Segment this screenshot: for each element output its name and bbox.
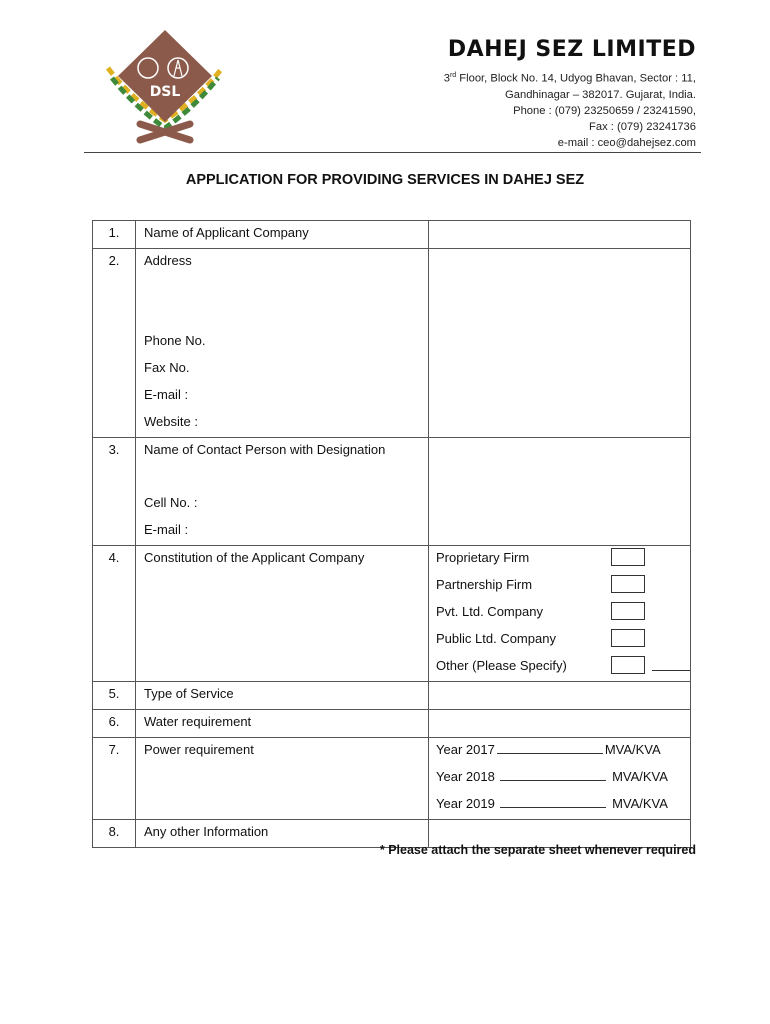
row-number: 1. — [108, 225, 120, 240]
option-proprietary-firm: Proprietary Firm — [429, 546, 690, 573]
cell-label: Cell No. : — [144, 495, 198, 510]
logo-text: DSL — [149, 84, 181, 100]
option-pvt-ltd-company: Pvt. Ltd. Company — [429, 600, 690, 627]
public-ltd-company-checkbox[interactable] — [611, 629, 645, 647]
address-line-2: Gandhinagar – 382017. Gujarat, India. — [505, 88, 696, 101]
power-year-2019: Year 2019 MVA/KVA — [436, 796, 668, 811]
company-address — [444, 68, 696, 151]
phone-line: Phone : (079) 23250659 / 23241590, — [513, 104, 696, 117]
proprietary-firm-checkbox[interactable] — [611, 548, 645, 566]
email-label: E-mail : — [144, 522, 189, 537]
table-row — [93, 438, 691, 546]
company-logo — [100, 28, 230, 146]
row-number: 8. — [108, 824, 120, 839]
table-row — [93, 546, 691, 682]
fax-label: Fax No. — [144, 360, 190, 375]
row-label: Water requirement — [144, 714, 252, 729]
row-label: Name of Applicant Company — [144, 225, 309, 240]
power-year-2017: Year 2017 MVA/KVA — [436, 742, 661, 757]
row-label: Type of Service — [144, 686, 234, 701]
row-label: Constitution of the Applicant Company — [144, 550, 365, 565]
constitution-options — [429, 546, 691, 682]
option-other: Other (Please Specify) — [429, 654, 690, 681]
email-line: e-mail : ceo@dahejsez.com — [557, 136, 696, 149]
email-label: E-mail : — [144, 387, 189, 402]
table-row — [93, 738, 691, 820]
form-title: APPLICATION FOR PROVIDING SERVICES IN DAHEJ SEZ — [185, 172, 585, 188]
type-of-service-field[interactable] — [429, 682, 691, 710]
table-row — [93, 710, 691, 738]
applicant-company-field[interactable] — [429, 221, 691, 249]
other-specify-blank[interactable] — [652, 670, 690, 671]
option-partnership-firm: Partnership Firm — [429, 573, 690, 600]
row-label: Address — [144, 253, 192, 268]
option-public-ltd-company: Public Ltd. Company — [429, 627, 690, 654]
table-row — [93, 682, 691, 710]
power-2019-blank[interactable] — [500, 795, 606, 808]
row-number: 2. — [108, 253, 120, 268]
row-number: 7. — [108, 742, 120, 757]
row-label: Power requirement — [144, 742, 254, 757]
power-2018-blank[interactable] — [500, 768, 606, 781]
pvt-ltd-company-checkbox[interactable] — [611, 602, 645, 620]
company-header — [444, 37, 696, 151]
attachment-note: * Please attach the separate sheet whenever required — [379, 843, 696, 857]
address-field[interactable] — [429, 249, 691, 438]
application-form-table — [92, 220, 691, 848]
partnership-firm-checkbox[interactable] — [611, 575, 645, 593]
row-number: 6. — [108, 714, 120, 729]
table-row — [93, 221, 691, 249]
row-number: 3. — [108, 442, 120, 457]
row-label: Any other Information — [144, 824, 269, 839]
header-divider — [84, 152, 701, 153]
other-checkbox[interactable] — [611, 656, 645, 674]
phone-label: Phone No. — [144, 333, 206, 348]
row-label: Name of Contact Person with Designation — [144, 442, 386, 457]
water-requirement-field[interactable] — [429, 710, 691, 738]
power-2017-blank[interactable] — [497, 741, 603, 754]
power-year-2018: Year 2018 MVA/KVA — [436, 769, 668, 784]
row-number: 5. — [108, 686, 120, 701]
row-number: 4. — [108, 550, 120, 565]
website-label: Website : — [144, 414, 198, 429]
fax-line: Fax : (079) 23241736 — [589, 120, 696, 133]
contact-person-field[interactable] — [429, 438, 691, 546]
address-line-1: 3rd Floor, Block No. 14, Udyog Bhavan, Sector : 11, — [443, 72, 696, 85]
power-requirement-years — [429, 738, 691, 820]
company-name: DAHEJ SEZ LIMITED — [447, 37, 696, 62]
table-row — [93, 249, 691, 438]
